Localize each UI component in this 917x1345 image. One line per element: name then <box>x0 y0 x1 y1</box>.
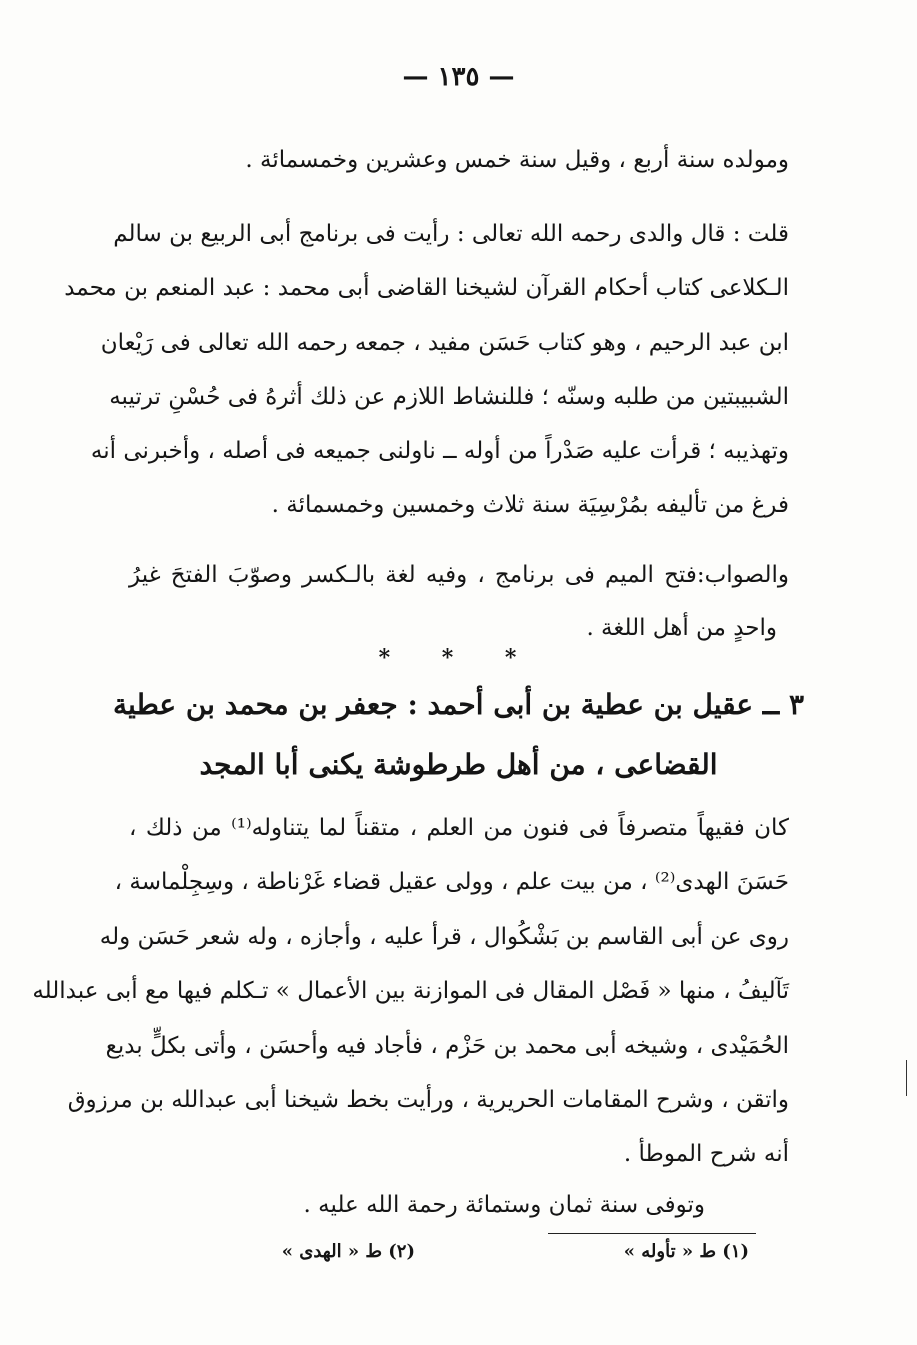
text-line: حَسَنَ الهدى⁽²⁾ ، من بيت علم ، وولى عقيل قضاء غَرْناطة ، وسِجِلْماسة ، <box>114 869 789 895</box>
footnote-2: (٢) ط « الهدى » <box>281 1241 415 1262</box>
text-line: واحدٍ من أهل اللغة . <box>586 615 777 641</box>
text-line: وتوفى سنة ثمان وستمائة رحمة الله عليه . <box>303 1192 705 1218</box>
text-line: كان فقيهاً متصرفاً فى فنون من العلم ، متقناً لما يتناوله⁽¹⁾ من ذلك ، <box>129 815 790 841</box>
text-line: قلت : قال والدى رحمه الله تعالى : رأيت فى برنامج أبى الربيع بن سالم <box>113 221 789 247</box>
text-line: ابن عبد الرحيم ، وهو كتاب حَسَن مفيد ، جمعه رحمه الله تعالى فى رَيْعان <box>100 330 789 356</box>
text-line: الحُمَيْدى ، وشيخه أبى محمد بن حَزْم ، فأجاد فيه وأحسَن ، وأتى بكلٍّ بديع <box>105 1033 789 1059</box>
text-line: أنه شرح الموطأ . <box>623 1141 789 1167</box>
scan-edge-mark <box>906 1060 907 1096</box>
entry-heading-line: ٣ ــ عقيل بن عطية بن أبى أحمد : جعفر بن محمد بن عطية <box>112 688 804 721</box>
entry-heading-line: القضاعى ، من أهل طرطوشة يكنى أبا المجد <box>199 748 718 781</box>
footnote-1: (١) ط « تأوله » <box>623 1241 749 1262</box>
text-line: تَآليفُ ، منها « فَصْل المقال فى الموازنة بين الأعمال » تـكلم فيها مع أبى عبدالله <box>32 978 789 1004</box>
text-line: الـكلاعى كتاب أحكام القرآن لشيخنا القاضى أبى محمد : عبد المنعم بن محمد <box>64 275 789 301</box>
page-number: — ١٣٥ — <box>402 62 515 92</box>
text-line: فرغ من تأليفه بمُرْسِيَة سنة ثلاث وخمسين وخمسمائة . <box>271 492 789 518</box>
text-line: والصواب:فتح الميم فى برنامج ، وفيه لغة بالـكسر وصوّبَ الفتحَ غيرُ <box>129 562 789 588</box>
footnote-rule <box>548 1233 756 1234</box>
text-line: واتقن ، وشرح المقامات الحريرية ، ورأيت بخط شيخنا أبى عبدالله بن مرزوق <box>67 1087 789 1113</box>
section-separator: * * * <box>378 645 539 671</box>
text-line: ومولده سنة أربع ، وقيل سنة خمس وعشرين وخمسمائة . <box>245 147 789 173</box>
text-line: روى عن أبى القاسم بن بَشْكُوال ، قرأ عليه ، وأجازه ، وله شعر حَسَن وله <box>99 924 789 950</box>
text-line: وتهذيبه ؛ قرأت عليه صَدْراً من أوله ــ ناولنى جميعه فى أصله ، وأخبرنى أنه <box>90 438 789 464</box>
text-line: الشبيبتين من طلبه وسنّه ؛ فللنشاط اللازم عن ذلك أثرهُ فى حُسْنِ ترتيبه <box>109 384 789 410</box>
